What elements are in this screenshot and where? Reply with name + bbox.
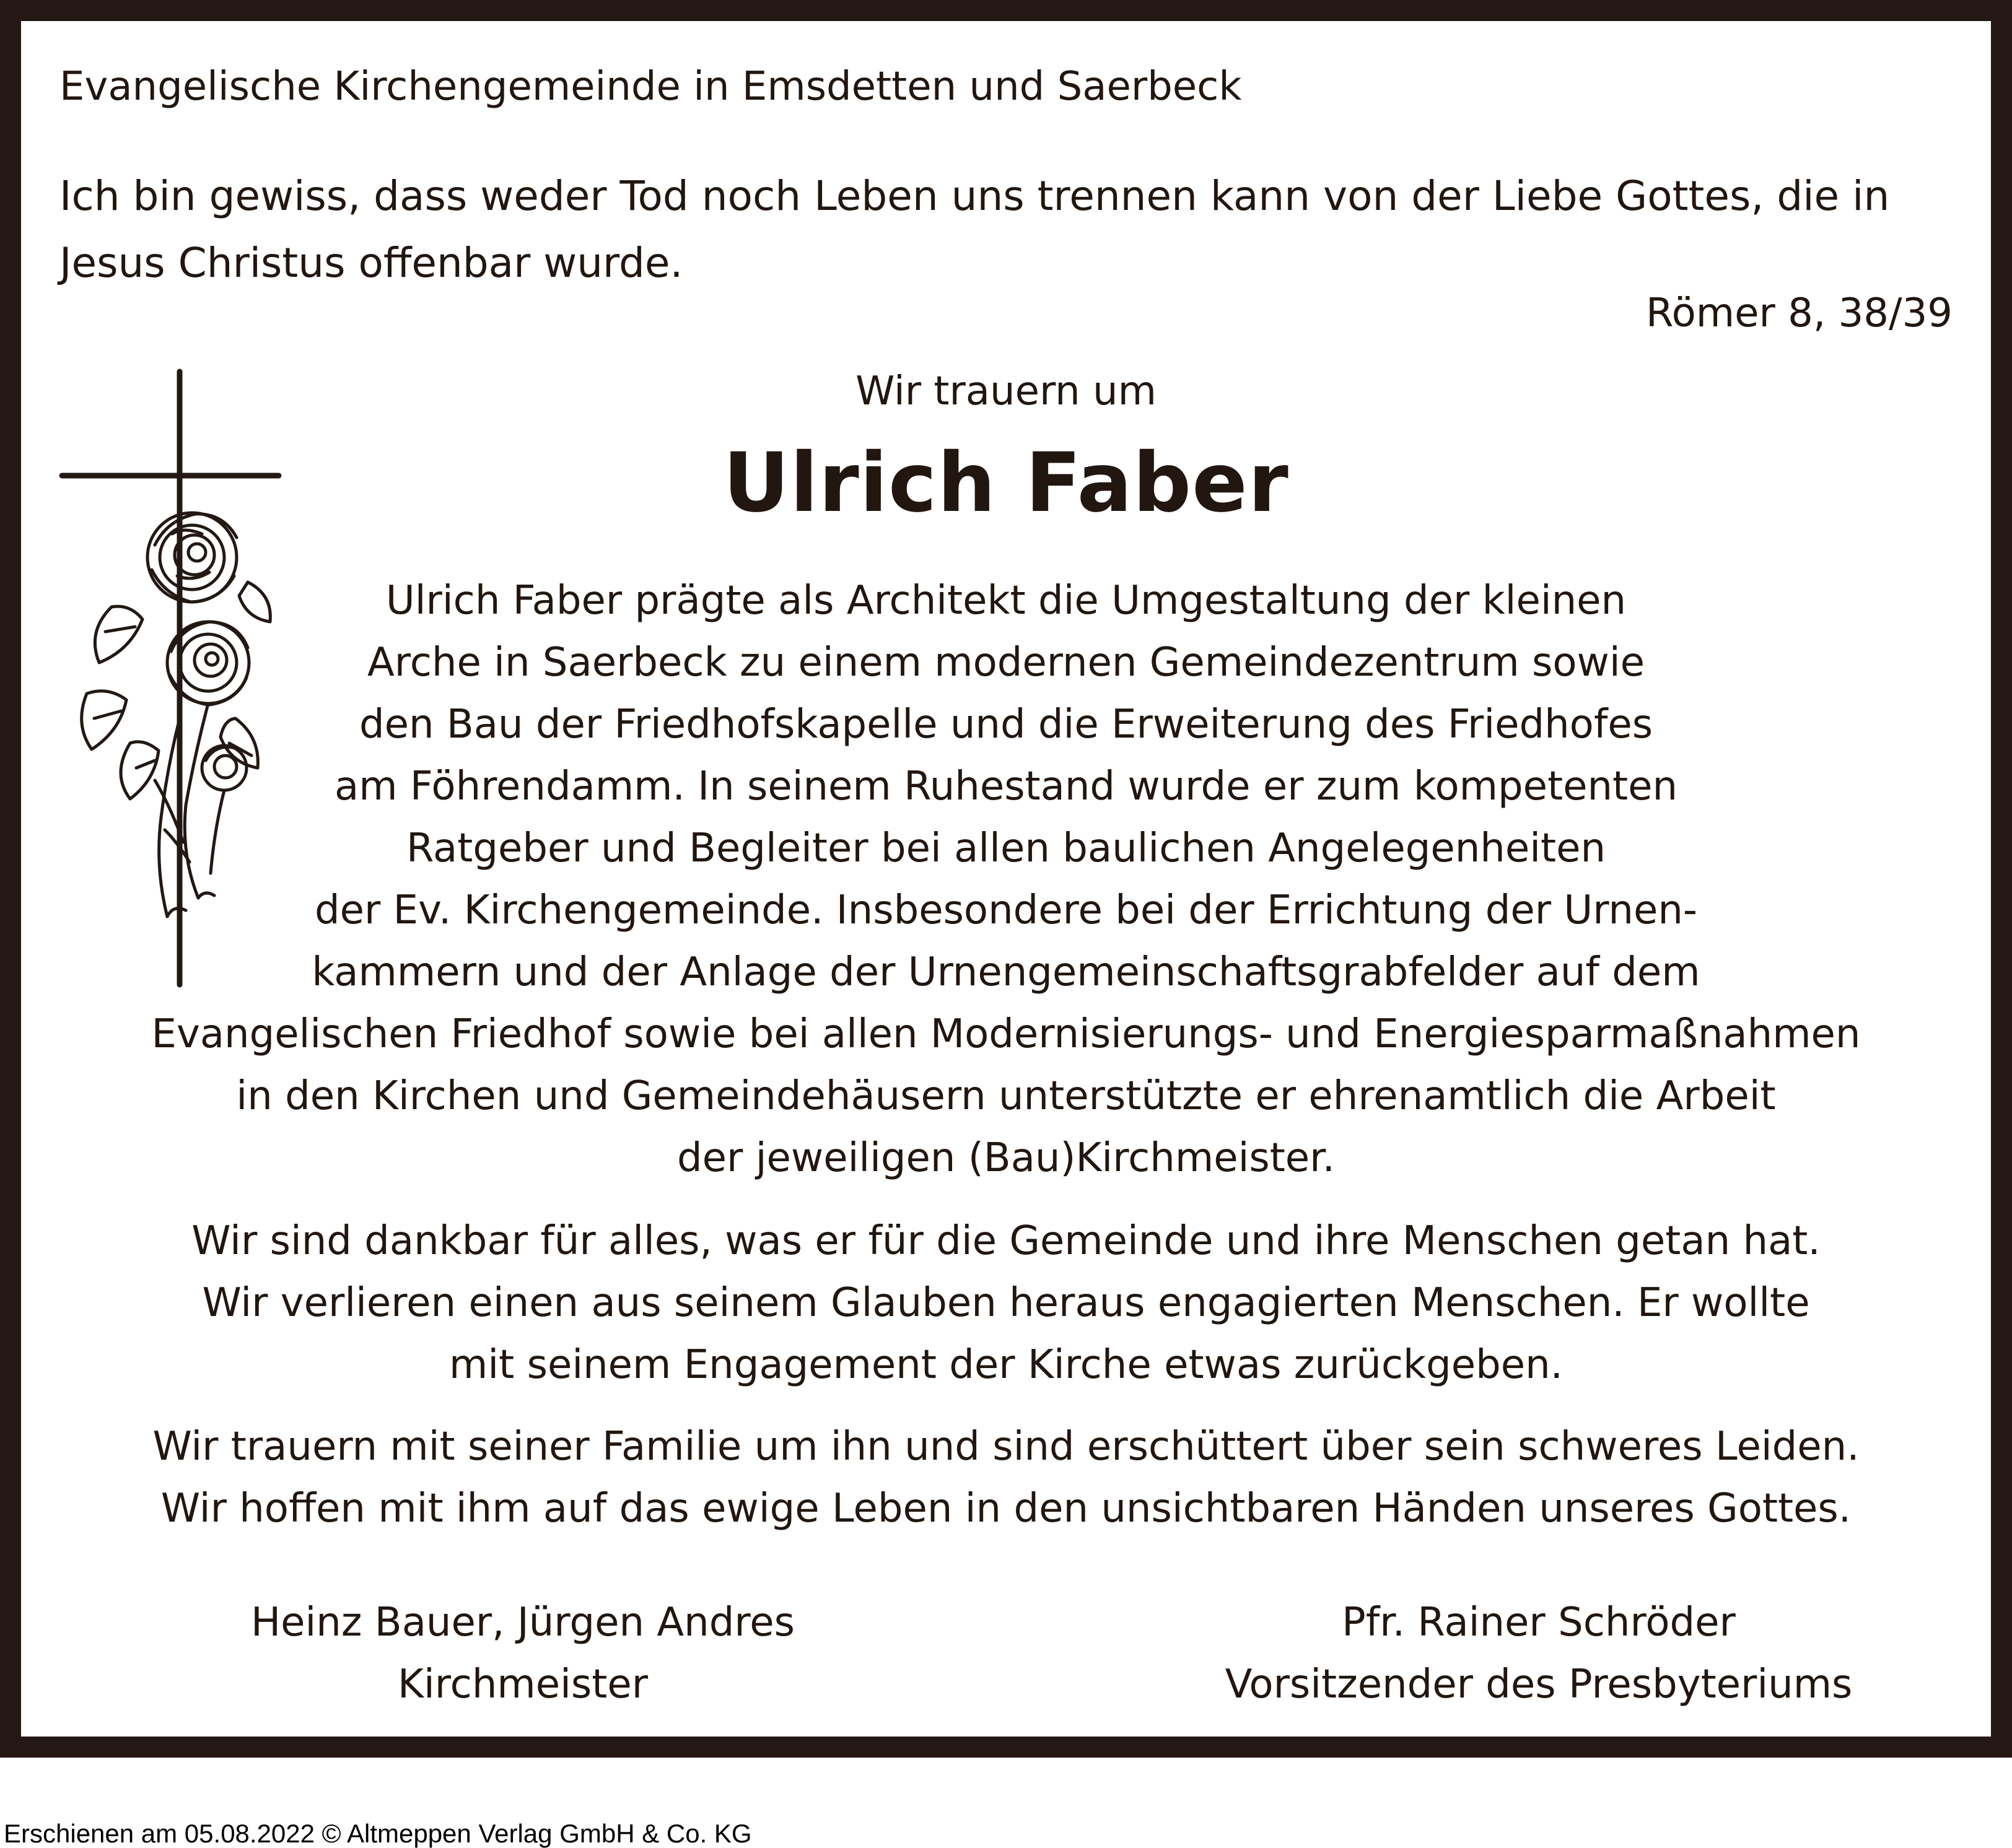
signature-left-role: Kirchmeister (397, 1662, 649, 1707)
mourning-line: Wir hoffen mit ihm auf das ewige Leben in den unsichtbaren Händen unseres Gottes. (160, 1486, 1852, 1532)
parish-header: Evangelische Kirchengemeinde in Emsdetten und Saerbeck (59, 64, 1242, 110)
mourning-line: Wir trauern mit seiner Familie um ihn und sind erschüttert über sein schweres Leiden. (152, 1424, 1860, 1470)
tribute-line: Ratgeber und Begleiter bei allen baulichen Angelegenheiten (406, 826, 1606, 871)
signature-right-names: Pfr. Rainer Schröder (1342, 1600, 1736, 1645)
tribute-line: kammern und der Anlage der Urnengemeinschaftsgrabfelder auf dem (312, 949, 1700, 995)
mourning-intro: Wir trauern um (855, 368, 1157, 414)
tribute-line: am Föhrendamm. In seinem Ruhestand wurde er zum kompetenten (334, 764, 1678, 809)
tribute-line: Ulrich Faber prägte als Architekt die Umgestaltung der kleinen (385, 578, 1627, 624)
gratitude-line: mit seinem Engagement der Kirche etwas zurückgeben. (449, 1342, 1563, 1388)
tribute-line: Evangelischen Friedhof sowie bei allen Modernisierungs- und Energiesparmaßnahmen (151, 1011, 1861, 1057)
bible-verse-line: Ich bin gewiss, dass weder Tod noch Leben uns trennen kann von der Liebe Gottes, die in (59, 172, 1890, 220)
publication-footer: Erschienen am 05.08.2022 © Altmeppen Verlag GmbH & Co. KG (4, 1819, 752, 1848)
tribute-line: der Ev. Kirchengemeinde. Insbesondere bei der Errichtung der Urnen- (315, 887, 1697, 933)
bible-verse-line: Jesus Christus offenbar wurde. (59, 239, 683, 287)
tribute-line: der jeweiligen (Bau)Kirchmeister. (677, 1135, 1335, 1181)
gratitude-line: Wir sind dankbar für alles, was er für die Gemeinde und ihre Menschen getan hat. (191, 1218, 1821, 1264)
tribute-line: Arche in Saerbeck zu einem modernen Gemeindezentrum sowie (367, 640, 1645, 686)
bible-verse-reference: Römer 8, 38/39 (1646, 290, 1953, 336)
tribute-line: den Bau der Friedhofskapelle und die Erweiterung des Friedhofes (359, 702, 1653, 747)
gratitude-line: Wir verlieren einen aus seinem Glauben heraus engagierten Menschen. Er wollte (202, 1280, 1810, 1326)
deceased-name: Ulrich Faber (723, 435, 1289, 531)
tribute-line: in den Kirchen und Gemeindehäusern unterstützte er ehrenamtlich die Arbeit (236, 1073, 1776, 1119)
signature-right-role: Vorsitzender des Presbyteriums (1225, 1662, 1853, 1707)
signature-left-names: Heinz Bauer, Jürgen Andres (251, 1600, 795, 1645)
